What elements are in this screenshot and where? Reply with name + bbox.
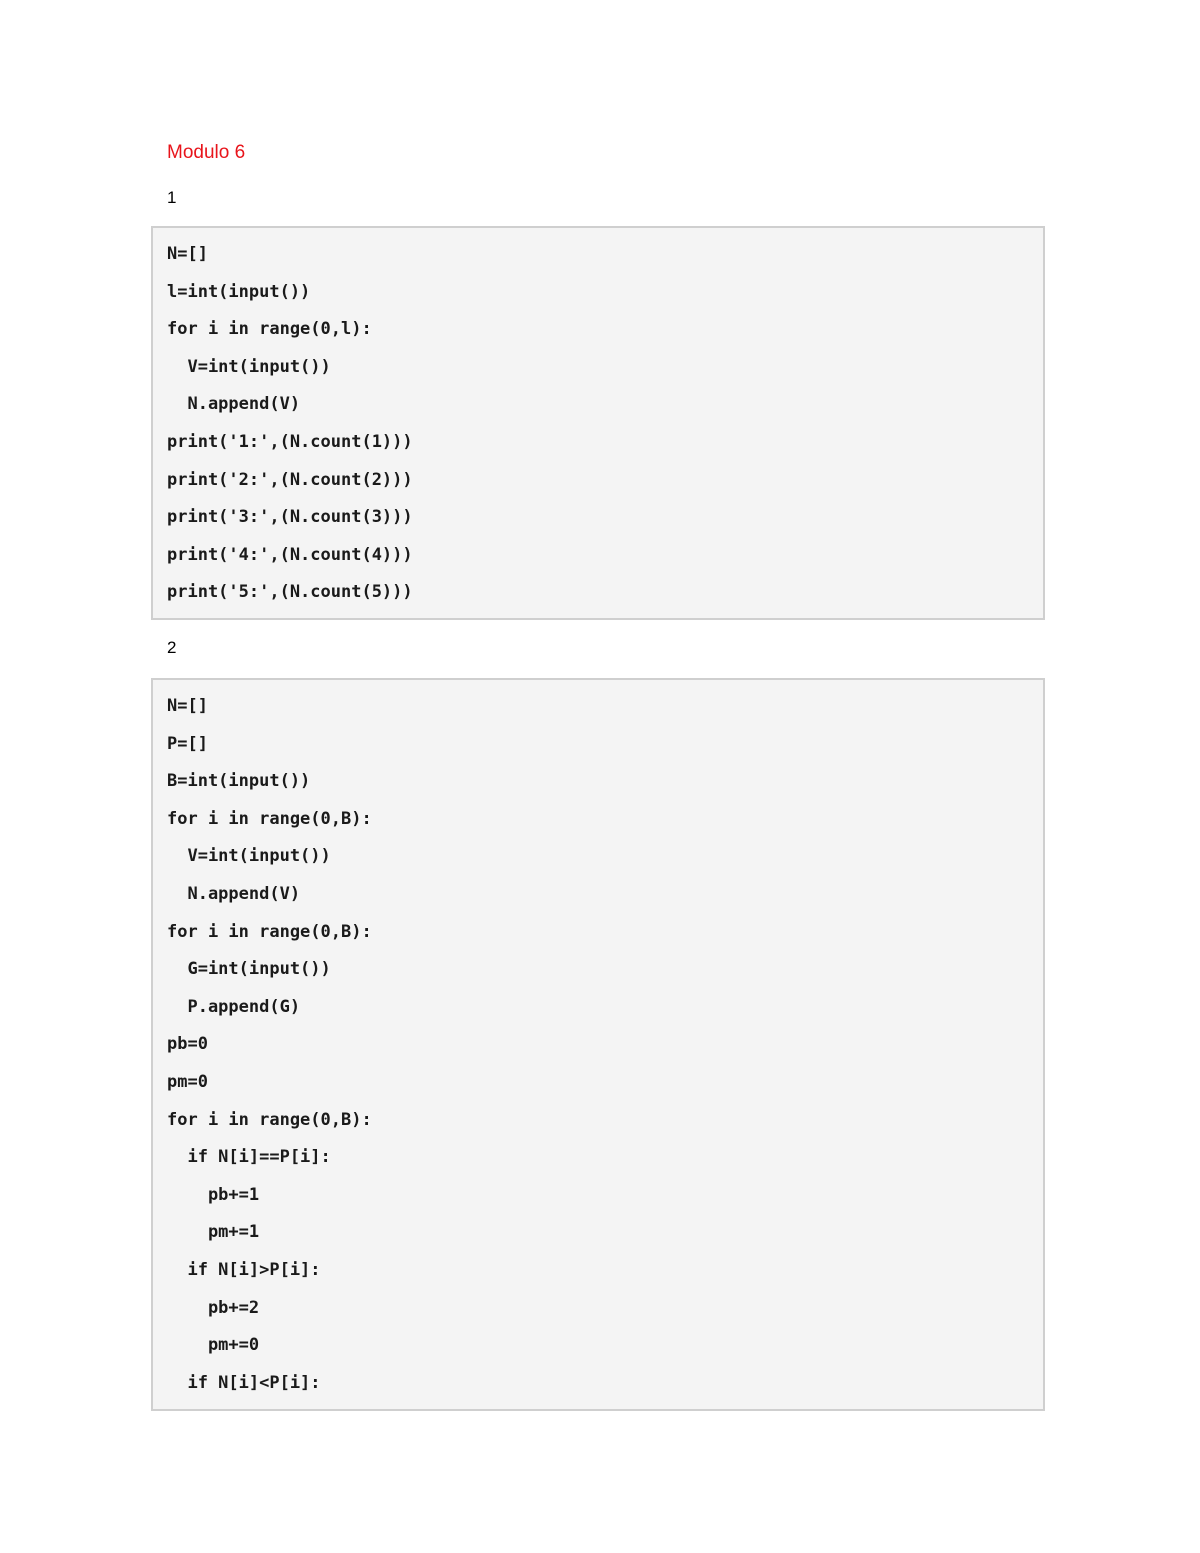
code-line: for i in range(0,B): — [167, 921, 372, 942]
code-line: for i in range(0,l): — [167, 319, 372, 340]
code-line: if N[i]<P[i]: — [167, 1372, 321, 1393]
code-line: pm+=1 — [167, 1222, 260, 1243]
page-title: Modulo 6 — [167, 142, 246, 163]
code-line: V=int(input()) — [167, 356, 331, 377]
code-line: pm+=0 — [167, 1335, 260, 1356]
code-line: P.append(G) — [167, 996, 301, 1017]
code-block — [151, 678, 1045, 1411]
code-line: print('1:',(N.count(1))) — [167, 431, 413, 452]
code-line: B=int(input()) — [167, 771, 311, 792]
code-line: pb=0 — [167, 1034, 208, 1055]
code-block — [151, 226, 1045, 620]
code-line: N=[] — [167, 244, 208, 264]
code-line: P=[] — [167, 733, 208, 754]
code-line: pb+=1 — [167, 1184, 260, 1205]
code-line: if N[i]==P[i]: — [167, 1147, 331, 1168]
code-line: for i in range(0,B): — [167, 1109, 372, 1130]
code-line: for i in range(0,B): — [167, 808, 372, 829]
section-number: 2 — [167, 638, 177, 657]
code-line: l=int(input()) — [167, 281, 311, 302]
code-line: print('3:',(N.count(3))) — [167, 507, 413, 528]
code-line: print('5:',(N.count(5))) — [167, 582, 413, 603]
code-line: N.append(V) — [167, 883, 301, 904]
code-line: pm=0 — [167, 1071, 208, 1092]
code-lines — [153, 228, 1043, 612]
code-line: N=[] — [167, 696, 208, 716]
code-line: if N[i]>P[i]: — [167, 1259, 321, 1280]
code-line: print('4:',(N.count(4))) — [167, 544, 413, 565]
code-line: pb+=2 — [167, 1297, 260, 1318]
section-number: 1 — [167, 188, 177, 207]
code-line: print('2:',(N.count(2))) — [167, 469, 413, 490]
code-line: G=int(input()) — [167, 959, 331, 980]
code-line: N.append(V) — [167, 394, 301, 415]
code-line: V=int(input()) — [167, 846, 331, 867]
code-lines — [153, 680, 1043, 1402]
